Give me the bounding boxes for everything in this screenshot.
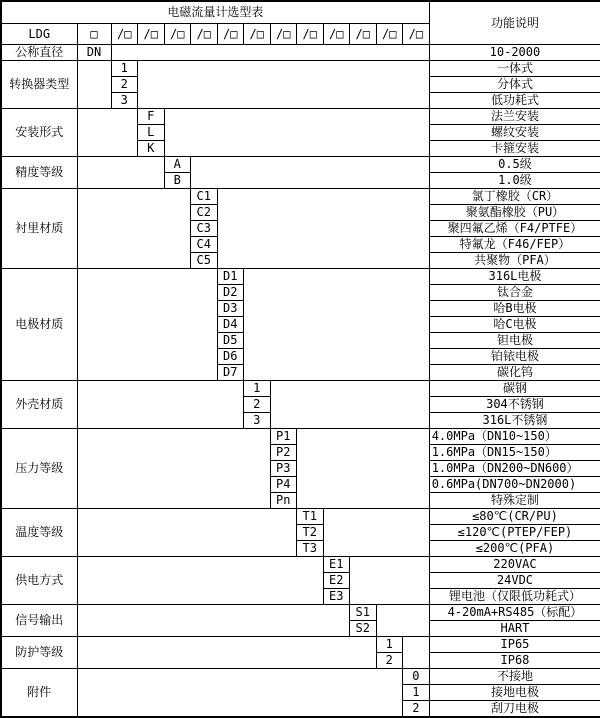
category-label: 转换器类型 [1, 61, 77, 109]
code-cell: Pn [270, 493, 297, 509]
code-cell: C4 [191, 237, 218, 253]
spacer-cell [244, 269, 430, 381]
spacer-cell [297, 429, 430, 509]
desc-cell: ≤120℃(PTEP/FEP) [429, 525, 600, 541]
model-slot: /□ [270, 24, 297, 45]
desc-cell: IP68 [429, 653, 600, 669]
spacer-cell [77, 557, 323, 605]
code-cell: 1 [403, 685, 430, 701]
desc-cell: 0.5级 [429, 157, 600, 173]
code-cell: 0 [403, 669, 430, 685]
model-slot: /□ [350, 24, 377, 45]
spacer-cell [77, 269, 217, 381]
code-cell: D6 [217, 349, 244, 365]
desc-cell: 聚氨酯橡胶（PU） [429, 205, 600, 221]
code-cell: 1 [376, 637, 403, 653]
code-cell: A [164, 157, 191, 173]
category-label: 电极材质 [1, 269, 77, 381]
desc-cell: 特氟龙（F46/FEP） [429, 237, 600, 253]
spacer-cell [77, 157, 164, 189]
spacer-cell [164, 109, 429, 157]
spacer-cell [270, 381, 429, 429]
desc-cell: 钛合金 [429, 285, 600, 301]
spacer-cell [77, 509, 297, 557]
desc-cell: 哈C电极 [429, 317, 600, 333]
model-slot: /□ [111, 24, 138, 45]
code-cell: F [138, 109, 165, 125]
desc-cell: 氯丁橡胶（CR） [429, 189, 600, 205]
function-description-header: 功能说明 [429, 1, 600, 45]
code-cell: 2 [376, 653, 403, 669]
code-cell: E3 [323, 589, 350, 605]
category-label: 压力等级 [1, 429, 77, 509]
desc-cell: IP65 [429, 637, 600, 653]
code-cell: B [164, 173, 191, 189]
spacer-cell [77, 189, 191, 269]
model-slot: /□ [376, 24, 403, 45]
code-cell: C5 [191, 253, 218, 269]
code-cell: D5 [217, 333, 244, 349]
desc-cell: 哈B电极 [429, 301, 600, 317]
spacer-cell [138, 61, 430, 109]
model-slot: /□ [297, 24, 324, 45]
category-label: 安装形式 [1, 109, 77, 157]
desc-cell: ≤200℃(PFA) [429, 541, 600, 557]
model-first-box: □ [77, 24, 111, 45]
code-cell: D3 [217, 301, 244, 317]
model-slot: /□ [164, 24, 191, 45]
model-slot: /□ [323, 24, 350, 45]
desc-cell: 4.0MPa（DN10~150） [429, 429, 600, 445]
code-cell: T2 [297, 525, 324, 541]
desc-cell: 钽电极 [429, 333, 600, 349]
code-cell: D7 [217, 365, 244, 381]
category-label: 信号输出 [1, 605, 77, 637]
desc-cell: 法兰安装 [429, 109, 600, 125]
desc-cell: HART [429, 621, 600, 637]
spacer-cell [77, 109, 138, 157]
model-slot: /□ [403, 24, 430, 45]
desc-cell: 刮刀电极 [429, 701, 600, 717]
spacer-cell [323, 509, 429, 557]
code-cell: 2 [111, 77, 138, 93]
desc-cell: 分体式 [429, 77, 600, 93]
spacer-cell [217, 189, 429, 269]
desc-cell: 锂电池（仅限低功耗式） [429, 589, 600, 605]
spacer-cell [77, 637, 376, 669]
model-slot: /□ [191, 24, 218, 45]
code-cell: D2 [217, 285, 244, 301]
code-cell: 3 [244, 413, 271, 429]
code-cell: 2 [403, 701, 430, 717]
desc-cell: 不接地 [429, 669, 600, 685]
desc-cell: 304不锈钢 [429, 397, 600, 413]
category-label: 供电方式 [1, 557, 77, 605]
table-title: 电磁流量计选型表 [1, 1, 429, 24]
category-label: 附件 [1, 669, 77, 717]
desc-cell: 聚四氟乙烯（F4/PTFE） [429, 221, 600, 237]
desc-cell: 1.6MPa（DN15~150） [429, 445, 600, 461]
desc-cell: 10-2000 [429, 45, 600, 61]
code-cell: L [138, 125, 165, 141]
spacer-cell [376, 605, 429, 637]
code-cell: E2 [323, 573, 350, 589]
spacer-cell [191, 157, 430, 189]
code-cell: C1 [191, 189, 218, 205]
desc-cell: 碳钢 [429, 381, 600, 397]
code-cell: K [138, 141, 165, 157]
desc-cell: 4-20mA+RS485（标配） [429, 605, 600, 621]
spacer-cell [77, 429, 270, 509]
desc-cell: 特殊定制 [429, 493, 600, 509]
desc-cell: 一体式 [429, 61, 600, 77]
desc-cell: 接地电极 [429, 685, 600, 701]
spacer-cell [403, 637, 430, 669]
model-prefix: LDG [1, 24, 77, 45]
spacer-cell [77, 381, 244, 429]
desc-cell: 卡箍安装 [429, 141, 600, 157]
spacer-cell [350, 557, 430, 605]
code-cell: P1 [270, 429, 297, 445]
code-cell: P2 [270, 445, 297, 461]
code-cell: P4 [270, 477, 297, 493]
category-label: 公称直径 [1, 45, 77, 61]
code-cell: E1 [323, 557, 350, 573]
code-cell: P3 [270, 461, 297, 477]
desc-cell: 220VAC [429, 557, 600, 573]
category-label: 衬里材质 [1, 189, 77, 269]
category-label: 温度等级 [1, 509, 77, 557]
code-cell: T1 [297, 509, 324, 525]
desc-cell: 共聚物（PFA） [429, 253, 600, 269]
spacer-cell [77, 61, 111, 109]
desc-cell: 24VDC [429, 573, 600, 589]
desc-cell: 1.0级 [429, 173, 600, 189]
code-cell: 1 [244, 381, 271, 397]
category-label: 外壳材质 [1, 381, 77, 429]
desc-cell: 1.0MPa（DN200~DN600） [429, 461, 600, 477]
code-cell: 1 [111, 61, 138, 77]
code-cell: D1 [217, 269, 244, 285]
desc-cell: ≤80℃(CR/PU) [429, 509, 600, 525]
code-cell: 2 [244, 397, 271, 413]
code-cell: C3 [191, 221, 218, 237]
code-cell: T3 [297, 541, 324, 557]
category-label: 防护等级 [1, 637, 77, 669]
model-slot: /□ [138, 24, 165, 45]
desc-cell: 螺纹安装 [429, 125, 600, 141]
code-cell: D4 [217, 317, 244, 333]
desc-cell: 0.6MPa(DN700~DN2000) [429, 477, 600, 493]
code-cell: C2 [191, 205, 218, 221]
desc-cell: 316L电极 [429, 269, 600, 285]
desc-cell: 低功耗式 [429, 93, 600, 109]
model-slot: /□ [244, 24, 271, 45]
model-slot: /□ [217, 24, 244, 45]
code-cell: S1 [350, 605, 377, 621]
spacer-cell [77, 669, 403, 717]
spacer-cell [77, 605, 350, 637]
spacer-cell [111, 45, 429, 61]
desc-cell: 铂铱电极 [429, 349, 600, 365]
code-cell: S2 [350, 621, 377, 637]
desc-cell: 316L不锈钢 [429, 413, 600, 429]
code-cell: DN [77, 45, 111, 61]
desc-cell: 碳化钨 [429, 365, 600, 381]
category-label: 精度等级 [1, 157, 77, 189]
code-cell: 3 [111, 93, 138, 109]
